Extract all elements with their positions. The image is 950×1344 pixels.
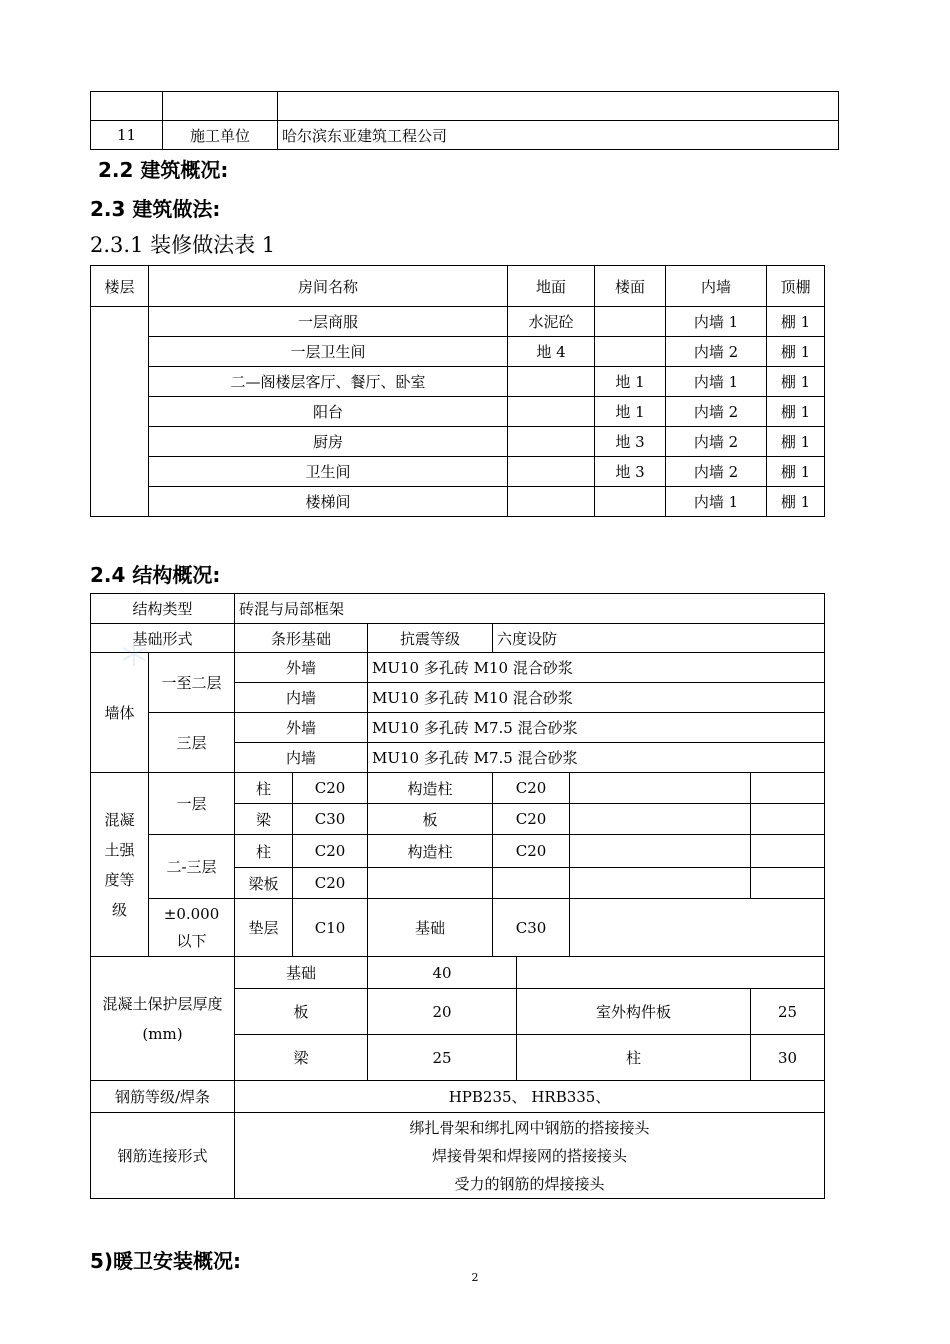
- table-row: [91, 307, 825, 337]
- row-value: 哈尔滨东亚建筑工程公司: [278, 121, 839, 150]
- structure-table: [90, 593, 825, 1199]
- cover-outdoor-label: 室外构件板: [517, 989, 751, 1035]
- wall-material: MU10 多孔砖 M7.5 混合砂浆: [368, 743, 825, 773]
- snowflake-watermark-icon: [120, 640, 148, 668]
- cell: 楼梯间: [149, 487, 508, 517]
- cell: 棚 1: [767, 487, 825, 517]
- table-row: [91, 367, 825, 397]
- table-row: [91, 427, 825, 457]
- concrete-strength-label: 混凝土强度等级: [91, 773, 149, 957]
- grade-value: C20: [493, 773, 570, 804]
- project-info-table: [90, 91, 839, 150]
- cell: 棚 1: [767, 337, 825, 367]
- table-row: [91, 337, 825, 367]
- floor-cell: [91, 307, 149, 517]
- grade-value: C30: [293, 804, 368, 835]
- header-floor: 楼层: [91, 266, 149, 307]
- table-row: [91, 397, 825, 427]
- empty-cell: [570, 835, 751, 868]
- wall-floor-3: 三层: [149, 713, 235, 773]
- cell: 棚 1: [767, 457, 825, 487]
- wall-label: 墙体: [91, 653, 149, 773]
- empty-cell: [570, 773, 751, 804]
- cell: 内墙 1: [666, 487, 767, 517]
- heading-2-2: 2.2 建筑概况:: [98, 158, 229, 182]
- cell: [595, 337, 666, 367]
- cell: [508, 457, 595, 487]
- grade-value: C20: [493, 835, 570, 868]
- connection-label: 钢筋连接形式: [91, 1113, 235, 1199]
- header-ground: 地面: [508, 266, 595, 307]
- cell: 内墙 2: [666, 457, 767, 487]
- wall-floor-1-2: 一至二层: [149, 653, 235, 713]
- empty-cell: [751, 868, 825, 899]
- empty-cell: [751, 835, 825, 868]
- column-label: 柱: [235, 835, 293, 868]
- cover-beam-value: 25: [368, 1035, 517, 1081]
- foundation-label: 基础: [368, 899, 493, 957]
- cell: 地 4: [508, 337, 595, 367]
- grade-value: C30: [493, 899, 570, 957]
- empty-cell: [517, 957, 825, 989]
- cell: 地 3: [595, 457, 666, 487]
- row-label: 施工单位: [163, 121, 278, 150]
- wall-material: MU10 多孔砖 M10 混合砂浆: [368, 683, 825, 713]
- cell: [163, 92, 278, 121]
- heading-2-3: 2.3 建筑做法:: [90, 197, 221, 221]
- heading-5: 5)暖卫安装概况:: [90, 1249, 242, 1273]
- cover-foundation-value: 40: [368, 957, 517, 989]
- cell: [595, 307, 666, 337]
- cover-thickness-label: 混凝土保护层厚度(mm): [91, 957, 235, 1081]
- cover-column-value: 30: [751, 1035, 825, 1081]
- cell: 内墙 2: [666, 397, 767, 427]
- cell: 棚 1: [767, 427, 825, 457]
- slab-label: 板: [368, 804, 493, 835]
- page-number: 2: [471, 1271, 479, 1284]
- connection-value: [235, 1113, 825, 1199]
- empty-cell: [751, 773, 825, 804]
- empty-cell: [751, 804, 825, 835]
- connection-line: 受力的钢筋的焊接接头: [454, 1174, 605, 1193]
- rebar-label: 钢筋等级/焊条: [91, 1081, 235, 1113]
- cell: 地 3: [595, 427, 666, 457]
- cell: 水泥砼: [508, 307, 595, 337]
- table-row: [91, 457, 825, 487]
- outer-wall-label: 外墙: [235, 653, 368, 683]
- below-zero-label: ±0.000 以下: [149, 899, 235, 957]
- foundation-label: 基础形式: [91, 624, 235, 653]
- structural-column-label: 构造柱: [368, 773, 493, 804]
- table-header-row: [91, 266, 825, 307]
- cell: 地 1: [595, 397, 666, 427]
- grade-value: C20: [293, 835, 368, 868]
- cell: 棚 1: [767, 307, 825, 337]
- cell: 二—阁楼层客厅、餐厅、卧室: [149, 367, 508, 397]
- cell: 内墙 1: [666, 307, 767, 337]
- table-row: [91, 487, 825, 517]
- wall-material: MU10 多孔砖 M7.5 混合砂浆: [368, 713, 825, 743]
- connection-line: 焊接骨架和焊接网的搭接接头: [432, 1146, 628, 1165]
- outer-wall-label: 外墙: [235, 713, 368, 743]
- cell: 卫生间: [149, 457, 508, 487]
- empty-cell: [493, 868, 570, 899]
- connection-line: 绑扎骨架和绑扎网中钢筋的搭接接头: [409, 1118, 650, 1137]
- cell: [508, 487, 595, 517]
- cell: 内墙 1: [666, 367, 767, 397]
- seismic-value: 六度设防: [493, 624, 825, 653]
- cell: 一层商服: [149, 307, 508, 337]
- rebar-value: HPB235、 HRB335、: [235, 1081, 825, 1113]
- cell: 一层卫生间: [149, 337, 508, 367]
- cell: 内墙 2: [666, 337, 767, 367]
- cell: 地 1: [595, 367, 666, 397]
- header-inner-wall: 内墙: [666, 266, 767, 307]
- cell: [278, 92, 839, 121]
- empty-cell: [368, 868, 493, 899]
- cover-foundation-label: 基础: [235, 957, 368, 989]
- cover-slab-value: 20: [368, 989, 517, 1035]
- foundation-value: 条形基础: [235, 624, 368, 653]
- inner-wall-label: 内墙: [235, 683, 368, 713]
- cell: 棚 1: [767, 367, 825, 397]
- cushion-label: 垫层: [235, 899, 293, 957]
- cover-outdoor-value: 25: [751, 989, 825, 1035]
- inner-wall-label: 内墙: [235, 743, 368, 773]
- structural-column-label: 构造柱: [368, 835, 493, 868]
- cover-column-label: 柱: [517, 1035, 751, 1081]
- structure-type-value: 砖混与局部框架: [235, 594, 825, 624]
- grade-value: C10: [293, 899, 368, 957]
- concrete-floor-1: 一层: [149, 773, 235, 835]
- empty-cell: [570, 899, 825, 957]
- header-floor-surface: 楼面: [595, 266, 666, 307]
- empty-cell: [570, 868, 751, 899]
- cover-beam-label: 梁: [235, 1035, 368, 1081]
- finish-table: [90, 265, 825, 517]
- cell: [508, 367, 595, 397]
- empty-cell: [570, 804, 751, 835]
- heading-2-4: 2.4 结构概况:: [90, 563, 221, 587]
- grade-value: C20: [493, 804, 570, 835]
- cell: [595, 487, 666, 517]
- concrete-floor-2-3: 二-三层: [149, 835, 235, 899]
- grade-value: C20: [293, 868, 368, 899]
- cell: 厨房: [149, 427, 508, 457]
- cell: [508, 427, 595, 457]
- structure-type-label: 结构类型: [91, 594, 235, 624]
- wall-material: MU10 多孔砖 M10 混合砂浆: [368, 653, 825, 683]
- row-number: 11: [91, 121, 163, 150]
- beam-label: 梁: [235, 804, 293, 835]
- cell: 棚 1: [767, 397, 825, 427]
- cell: 内墙 2: [666, 427, 767, 457]
- cell: [508, 397, 595, 427]
- cover-slab-label: 板: [235, 989, 368, 1035]
- cell: 阳台: [149, 397, 508, 427]
- header-room: 房间名称: [149, 266, 508, 307]
- header-ceiling: 顶棚: [767, 266, 825, 307]
- cell: [91, 92, 163, 121]
- beam-slab-label: 梁板: [235, 868, 293, 899]
- column-label: 柱: [235, 773, 293, 804]
- seismic-label: 抗震等级: [368, 624, 493, 653]
- grade-value: C20: [293, 773, 368, 804]
- heading-2-3-1: 2.3.1 装修做法表 1: [90, 233, 276, 257]
